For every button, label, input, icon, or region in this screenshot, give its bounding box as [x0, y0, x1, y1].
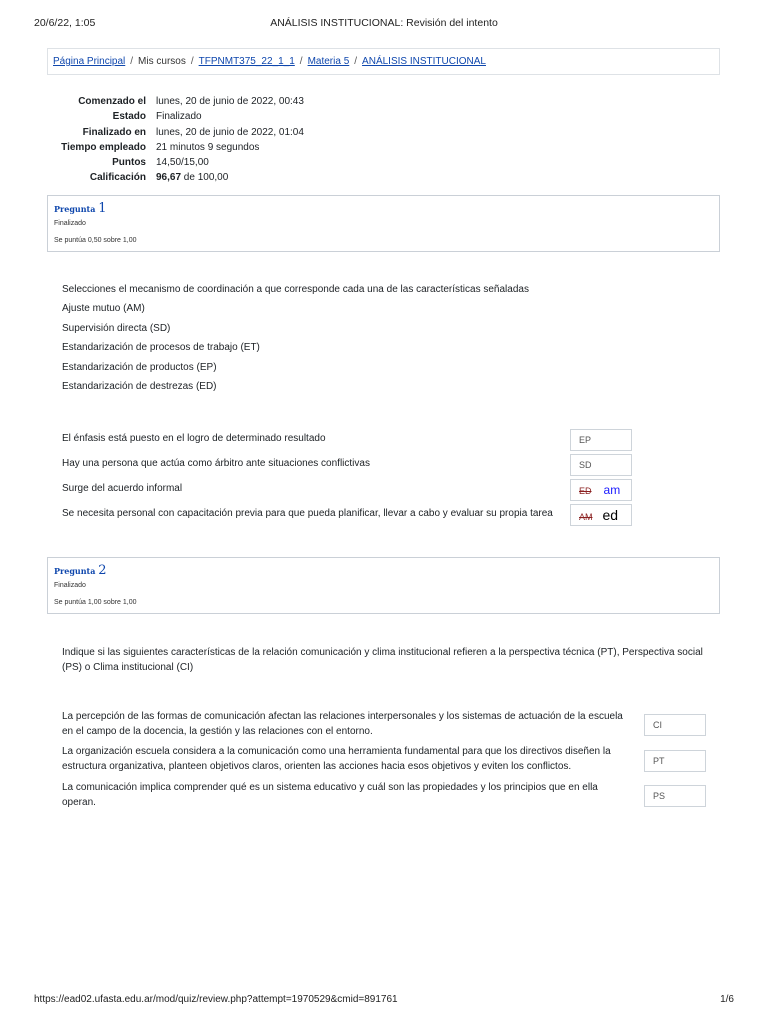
handwritten-correction: ed — [602, 507, 619, 523]
match-item-text: La percepción de las formas de comunicación afectan las relaciones interpersonales y los sistemas de actuación de la escuela en el campo de la docencia, la gestión y las relaciones con el entorno. — [62, 711, 623, 737]
summary-row-finished — [47, 125, 304, 140]
question-info-2 — [47, 557, 720, 614]
question-1-intro: Selecciones el mecanismo de coordinación a que corresponde cada una de las características señaladas — [62, 284, 529, 295]
summary-row-started — [47, 94, 304, 109]
breadcrumb-section-link[interactable]: Materia 5 — [307, 56, 350, 67]
match-item-text: Surge del acuerdo informal — [62, 483, 183, 494]
question-state: Finalizado — [54, 220, 86, 227]
summary-label: Calificación — [89, 172, 146, 184]
question-grade: Se puntúa 0,50 sobre 1,00 — [54, 237, 137, 244]
breadcrumb-separator: / — [299, 56, 303, 67]
answer-value-struck: AM — [579, 512, 593, 522]
summary-label: Comenzado el — [78, 96, 146, 107]
summary-label: Tiempo empleado — [61, 141, 146, 153]
breadcrumb-separator: / — [354, 56, 358, 67]
summary-value: 21 minutos 9 segundos — [156, 141, 260, 153]
summary-value: lunes, 20 de junio de 2022, 00:43 — [156, 96, 304, 107]
attempt-summary — [47, 94, 304, 186]
breadcrumb-activity-link[interactable]: ANÁLISIS INSTITUCIONAL — [362, 56, 486, 67]
handwritten-correction: am — [603, 483, 621, 497]
summary-label: Puntos — [112, 157, 146, 169]
summary-value — [156, 170, 228, 185]
breadcrumb-my-courses: Mis cursos — [138, 56, 186, 67]
question-number — [54, 201, 107, 216]
summary-row-grade — [47, 170, 229, 185]
answer-value: PS — [653, 791, 666, 801]
answer-field[interactable] — [570, 429, 632, 451]
question-info-1 — [47, 195, 720, 252]
match-item-text: Se necesita personal con capacitación previa para que pueda planificar, llevar a cabo y evaluar su propia tarea — [62, 508, 553, 519]
print-datetime: 20/6/22, 1:05 — [34, 17, 96, 29]
question-grade: Se puntúa 1,00 sobre 1,00 — [54, 599, 137, 606]
option-item: Estandarización de procesos de trabajo (ET) — [62, 342, 260, 353]
summary-label: Estado — [112, 111, 146, 123]
question-label: Pregunta — [54, 566, 96, 576]
summary-label: Finalizado en — [82, 126, 146, 138]
option-item: Estandarización de destrezas (ED) — [62, 381, 217, 392]
answer-field[interactable] — [570, 479, 632, 501]
question-state: Finalizado — [54, 582, 86, 589]
match-item-text: El énfasis está puesto en el logro de determinado resultado — [62, 433, 326, 444]
summary-row-state — [47, 109, 202, 124]
print-title: ANÁLISIS INSTITUCIONAL: Revisión del intento — [270, 17, 498, 29]
breadcrumb-home-link[interactable]: Página Principal — [53, 56, 126, 67]
answer-field[interactable] — [570, 454, 632, 476]
option-item: Ajuste mutuo (AM) — [62, 303, 145, 314]
summary-row-time — [47, 140, 260, 155]
question-label: Pregunta — [54, 204, 96, 214]
question-2-intro: Indique si las siguientes características de la relación comunicación y clima institucional refieren a la perspectiva técnica (PT), Perspectiva social (PS) o Clima institucional (CI) — [62, 647, 703, 673]
breadcrumb-course-link[interactable]: TFPNMT375_22_1_1 — [198, 56, 295, 67]
match-item-text: Hay una persona que actúa como árbitro ante situaciones conflictivas — [62, 458, 370, 469]
breadcrumb-separator: / — [130, 56, 134, 67]
answer-field[interactable] — [644, 750, 706, 772]
summary-row-points — [47, 155, 209, 170]
question-number — [54, 563, 107, 578]
grade-value: 96,67 — [156, 172, 182, 184]
answer-value: PT — [653, 756, 665, 766]
grade-total: de 100,00 — [181, 172, 229, 184]
print-url: https://ead02.ufasta.edu.ar/mod/quiz/review.php?attempt=1970529&cmid=891761 — [34, 994, 398, 1005]
answer-field[interactable] — [644, 785, 706, 807]
match-item-text: La comunicación implica comprender qué es un sistema educativo y cuál son las propiedades y los principios que en ella operan. — [62, 782, 598, 808]
question-number-value: 1 — [98, 201, 107, 216]
breadcrumb-separator: / — [190, 56, 194, 67]
answer-field[interactable] — [570, 504, 632, 526]
summary-value: Finalizado — [156, 111, 202, 123]
answer-value: EP — [579, 435, 592, 445]
option-item: Supervisión directa (SD) — [62, 323, 171, 334]
print-footer — [34, 994, 734, 1005]
summary-value: 14,50/15,00 — [156, 157, 209, 169]
question-number-value: 2 — [98, 563, 107, 578]
answer-value: SD — [579, 460, 592, 470]
breadcrumb — [47, 48, 720, 75]
answer-field[interactable] — [644, 714, 706, 736]
print-page-number: 1/6 — [720, 994, 734, 1005]
summary-value: lunes, 20 de junio de 2022, 01:04 — [156, 126, 304, 138]
match-item-text: La organización escuela considera a la comunicación como una herramienta fundamental para que los directivos diseñen la estructura organizativa, planteen objetivos claros, orienten las acciones hacia esos objetivos y eviten los conflictos. — [62, 746, 611, 772]
answer-value: CI — [653, 720, 662, 730]
answer-value-struck: ED — [579, 486, 592, 496]
option-item: Estandarización de productos (EP) — [62, 362, 217, 373]
